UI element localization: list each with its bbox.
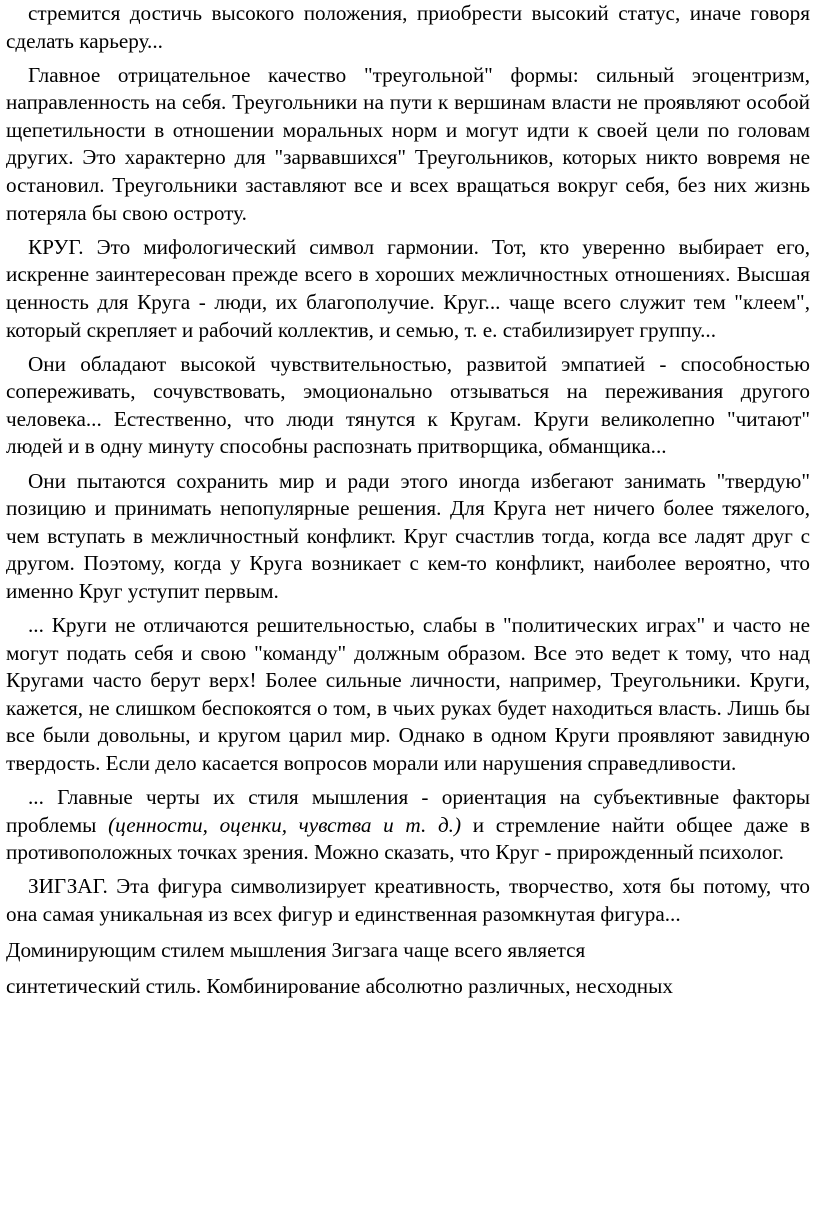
paragraph-career: стремится достичь высокого положения, приобрести высокий статус, иначе говоря сделать карьеру... — [6, 1, 810, 53]
thinking-text-end: и стремление найти общее даже в противоположных точках зрения. Можно сказать, что Круг - прирожденный психолог. — [6, 812, 810, 865]
thinking-text-start: ... Главные черты их стиля мышления - ориентация на субъективные факторы проблемы — [6, 785, 810, 837]
paragraph-circle-thinking — [6, 784, 810, 867]
paragraph-circle-intro: КРУГ. Это мифологический символ гармонии. Тот, кто уверенно выбирает его, искренне заинтересован прежде всего в хороших межличностных отношениях. Высшая ценность для Круга - люди, их благополучие. Круг... чаще всего служит тем "клеем", который скрепляет и рабочий коллектив, и семью, т. е. стабилизирует группу... — [6, 234, 810, 342]
thinking-text-italic: (ценности, оценки, чувства и т. д.) — [108, 812, 462, 837]
document-page — [6, 0, 810, 1002]
paragraph-zigzag-synthetic: синтетический стиль. Комбинирование абсолютно различных, несходных — [6, 974, 673, 998]
paragraph-circle-empathy: Они обладают высокой чувствительностью, развитой эмпатией - способностью сопереживать, сочувствовать, эмоционально отзываться на переживания другого человека... Естественно, что люди тянутся к Кругам. Круги великолепно "читают" людей и в одну минуту способны распознать притворщика, обманщика... — [6, 351, 810, 459]
paragraph-zigzag-style: Доминирующим стилем мышления Зигзага чаще всего является — [6, 938, 586, 962]
paragraph-circle-politics: ... Круги не отличаются решительностью, слабы в "политических играх" и часто не могут подать себя и свою "команду" должным образом. Все это ведет к тому, что над Кругами часто берут верх! Более сильные личности, например, Треугольники. Круги, кажется, не слишком беспокоятся о том, в чьих руках будет находиться власть. Лишь бы все были довольны, и кругом царил мир. Однако в одном Круги проявляют завидную твердость. Если дело касается вопросов морали или нарушения справедливости. — [6, 612, 810, 775]
paragraph-circle-conflict: Они пытаются сохранить мир и ради этого иногда избегают занимать "твердую" позицию и принимать непопулярные решения. Для Круга нет ничего более тяжелого, чем вступать в межличностный конфликт. Круг счастлив тогда, когда все ладят друг с другом. Поэтому, когда у Круга возникает с кем-то конфликт, наиболее вероятно, что именно Круг уступит первым. — [6, 468, 810, 603]
paragraph-triangle-negative: Главное отрицательное качество "треугольной" формы: сильный эгоцентризм, направленность на себя. Треугольники на пути к вершинам власти не проявляют особой щепетильности в отношении моральных норм и могут идти к своей цели по головам других. Это характерно для "зарвавшихся" Треугольников, которых никто вовремя не остановил. Треугольники заставляют все и всех вращаться вокруг себя, без них жизнь потеряла бы свою остроту. — [6, 62, 810, 225]
paragraph-zigzag-intro: ЗИГЗАГ. Эта фигура символизирует креативность, творчество, хотя бы потому, что она самая уникальная из всех фигур и единственная разомкнутая фигура... — [6, 874, 810, 926]
